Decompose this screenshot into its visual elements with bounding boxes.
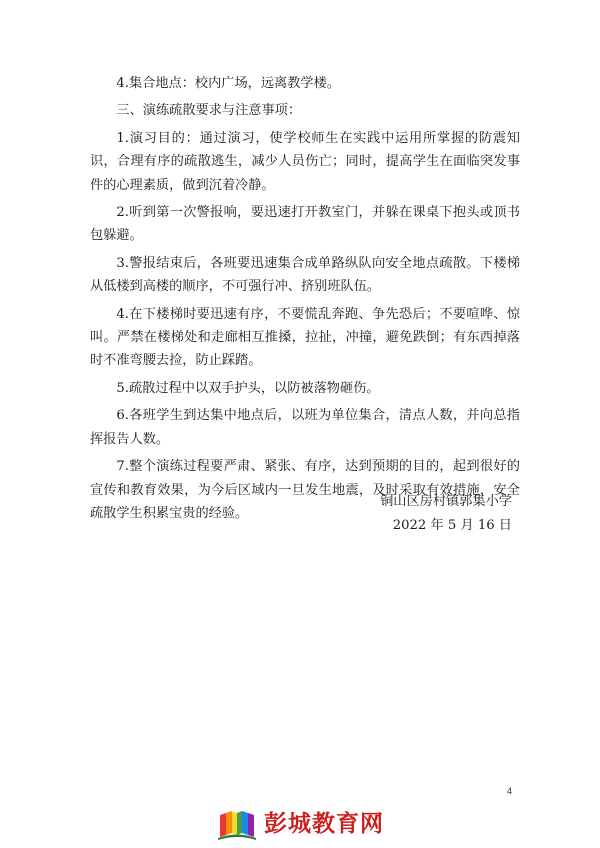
logo-text: 彭城教育网: [264, 811, 384, 837]
paragraph-item-3: 3.警报结束后，各班要迅速集合成单路纵队向安全地点疏散。下楼梯从低楼到高楼的顺序，不可强行冲、挤别班队伍。: [90, 255, 520, 295]
footer-logo[interactable]: [216, 806, 384, 842]
open-book-icon: [216, 807, 258, 841]
paragraph-item-4: 4.在下楼梯时要迅速有序，不要慌乱奔跑、争先恐后；不要喧哗、惊叫。严禁在楼梯处和走廊相互推搡，拉扯，冲撞，避免跌倒；有东西掉落时不准弯腰去捡，防止踩踏。: [90, 306, 520, 369]
signature-organization: 铜山区房村镇郭集小学: [380, 494, 512, 509]
paragraph-assembly-point: 4.集合地点：校内广场，远离教学楼。: [116, 76, 340, 91]
signature-date: 2022 年 5 月 16 日: [392, 518, 512, 533]
page-number: 4: [506, 786, 512, 796]
document-body: [90, 72, 520, 529]
paragraph-item-1: 1.演习目的：通过演习，使学校师生在实践中运用所掌握的防震知识，合理有序的疏散逃生，减少人员伤亡；同时，提高学生在面临突发事件的心理素质，做到沉着冷静。: [90, 130, 520, 193]
paragraph-item-2: 2.听到第一次警报响，要迅速打开教室门，并躲在课桌下抱头或顶书包躲避。: [90, 205, 520, 244]
section-heading-requirements: 三、演练疏散要求与注意事项：: [116, 103, 302, 119]
paragraph-item-5: 5.疏散过程中以双手护头，以防被落物砸伤。: [116, 380, 380, 396]
paragraph-item-7: 7.整个演练过程要严肃、紧张、有序，达到预期的目的，起到很好的宣传和教育效果，为今后区域内一旦发生地震，及时采取有效措施，安全疏散学生积累宝贵的经验。: [90, 459, 520, 521]
paragraph-item-6: 6.各班学生到达集中地点后，以班为单位集合，清点人数，并向总指挥报告人数。: [90, 408, 520, 447]
